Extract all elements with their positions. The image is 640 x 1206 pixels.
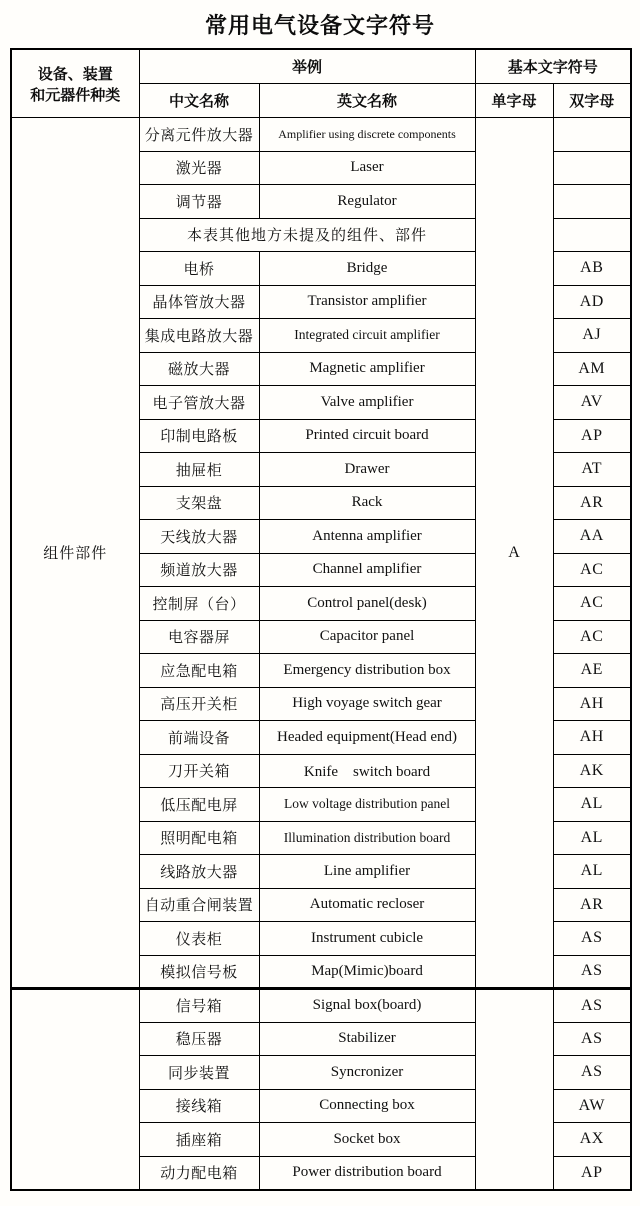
chinese-name-cell: 信号箱	[139, 989, 259, 1023]
table-row	[11, 989, 631, 1023]
double-letter-cell: AL	[553, 788, 631, 822]
header-symbols: 基本文字符号	[475, 49, 631, 84]
table-header	[11, 49, 631, 118]
chinese-name-cell: 频道放大器	[139, 553, 259, 587]
english-name-cell: Bridge	[259, 252, 475, 286]
double-letter-cell: AE	[553, 654, 631, 688]
chinese-name-cell: 线路放大器	[139, 855, 259, 889]
double-letter-cell: AB	[553, 252, 631, 286]
english-name-cell: Magnetic amplifier	[259, 352, 475, 386]
double-letter-cell: AJ	[553, 319, 631, 353]
english-name-cell: Instrument cubicle	[259, 922, 475, 956]
chinese-name-cell: 自动重合闸装置	[139, 888, 259, 922]
double-letter-cell: AK	[553, 754, 631, 788]
double-letter-cell: AA	[553, 520, 631, 554]
chinese-name-cell: 天线放大器	[139, 520, 259, 554]
english-name-cell: Power distribution board	[259, 1156, 475, 1190]
double-letter-cell	[553, 151, 631, 185]
chinese-name-cell: 仪表柜	[139, 922, 259, 956]
header-category-line1: 设备、装置	[37, 66, 113, 83]
english-name-cell: Stabilizer	[259, 1022, 475, 1056]
chinese-name-cell: 插座箱	[139, 1123, 259, 1157]
english-name-cell: Capacitor panel	[259, 620, 475, 654]
english-name-cell: Socket box	[259, 1123, 475, 1157]
header-category	[11, 49, 139, 118]
double-letter-cell: AW	[553, 1089, 631, 1123]
chinese-name-cell: 抽屉柜	[139, 453, 259, 487]
english-name-cell: Emergency distribution box	[259, 654, 475, 688]
double-letter-cell: AS	[553, 1056, 631, 1090]
english-name-cell: Signal box(board)	[259, 989, 475, 1023]
chinese-name-cell: 低压配电屏	[139, 788, 259, 822]
double-letter-cell: AH	[553, 721, 631, 755]
chinese-name-cell: 控制屏（台）	[139, 587, 259, 621]
single-letter-cell: A	[475, 118, 553, 989]
header-category-line2: 和元器件种类	[30, 87, 121, 104]
english-name-cell: Low voltage distribution panel	[259, 788, 475, 822]
english-name-cell: Antenna amplifier	[259, 520, 475, 554]
chinese-name-cell: 电容器屏	[139, 620, 259, 654]
double-letter-cell: AS	[553, 922, 631, 956]
double-letter-cell: AS	[553, 989, 631, 1023]
chinese-name-cell: 稳压器	[139, 1022, 259, 1056]
double-letter-cell: AH	[553, 687, 631, 721]
double-letter-cell: AT	[553, 453, 631, 487]
chinese-name-cell: 接线箱	[139, 1089, 259, 1123]
english-name-cell: Regulator	[259, 185, 475, 219]
chinese-name-cell: 分离元件放大器	[139, 118, 259, 152]
english-name-cell: Valve amplifier	[259, 386, 475, 420]
chinese-name-cell: 照明配电箱	[139, 821, 259, 855]
chinese-name-cell: 印制电路板	[139, 419, 259, 453]
english-name-cell: Integrated circuit amplifier	[259, 319, 475, 353]
chinese-name-cell: 高压开关柜	[139, 687, 259, 721]
category-cell	[11, 989, 139, 1190]
double-letter-cell: AC	[553, 553, 631, 587]
header-chinese-name: 中文名称	[139, 84, 259, 118]
chinese-name-cell: 应急配电箱	[139, 654, 259, 688]
double-letter-cell: AS	[553, 955, 631, 989]
english-name-cell: Automatic recloser	[259, 888, 475, 922]
english-name-cell: Connecting box	[259, 1089, 475, 1123]
double-letter-cell: AC	[553, 587, 631, 621]
chinese-name-cell: 磁放大器	[139, 352, 259, 386]
page-title: 常用电气设备文字符号	[204, 13, 435, 38]
chinese-name-cell: 前端设备	[139, 721, 259, 755]
double-letter-cell: AD	[553, 285, 631, 319]
english-name-cell: Headed equipment(Head end)	[259, 721, 475, 755]
double-letter-cell	[553, 218, 631, 252]
english-name-cell: Knife switch board	[259, 754, 475, 788]
english-name-cell: Printed circuit board	[259, 419, 475, 453]
double-letter-cell: AC	[553, 620, 631, 654]
chinese-name-cell: 集成电路放大器	[139, 319, 259, 353]
double-letter-cell: AS	[553, 1022, 631, 1056]
chinese-name-cell: 激光器	[139, 151, 259, 185]
double-letter-cell: AP	[553, 419, 631, 453]
double-letter-cell: AL	[553, 821, 631, 855]
english-name-cell: Syncronizer	[259, 1056, 475, 1090]
double-letter-cell	[553, 118, 631, 152]
double-letter-cell: AP	[553, 1156, 631, 1190]
table-body	[11, 118, 631, 1190]
english-name-cell: Drawer	[259, 453, 475, 487]
header-single-letter: 单字母	[475, 84, 553, 118]
english-name-cell: Illumination distribution board	[259, 821, 475, 855]
english-name-cell: Rack	[259, 486, 475, 520]
chinese-name-cell: 晶体管放大器	[139, 285, 259, 319]
chinese-name-cell: 模拟信号板	[139, 955, 259, 989]
single-letter-cell	[475, 989, 553, 1190]
chinese-name-cell: 支架盘	[139, 486, 259, 520]
double-letter-cell: AR	[553, 888, 631, 922]
table-row	[11, 118, 631, 152]
double-letter-cell: AX	[553, 1123, 631, 1157]
chinese-name-cell: 本表其他地方未提及的组件、部件	[139, 218, 475, 252]
english-name-cell: Control panel(desk)	[259, 587, 475, 621]
header-examples: 举例	[139, 49, 475, 84]
chinese-name-cell: 刀开关箱	[139, 754, 259, 788]
chinese-name-cell: 同步装置	[139, 1056, 259, 1090]
double-letter-cell: AV	[553, 386, 631, 420]
chinese-name-cell: 动力配电箱	[139, 1156, 259, 1190]
double-letter-cell	[553, 185, 631, 219]
chinese-name-cell: 调节器	[139, 185, 259, 219]
header-double-letter: 双字母	[553, 84, 631, 118]
header-row-1	[11, 49, 631, 84]
chinese-name-cell: 电桥	[139, 252, 259, 286]
english-name-cell: Map(Mimic)board	[259, 955, 475, 989]
chinese-name-cell: 电子管放大器	[139, 386, 259, 420]
english-name-cell: Transistor amplifier	[259, 285, 475, 319]
double-letter-cell: AR	[553, 486, 631, 520]
english-name-cell: Line amplifier	[259, 855, 475, 889]
category-cell: 组件部件	[11, 118, 139, 989]
double-letter-cell: AL	[553, 855, 631, 889]
english-name-cell: Laser	[259, 151, 475, 185]
english-name-cell: High voyage switch gear	[259, 687, 475, 721]
english-name-cell: Channel amplifier	[259, 553, 475, 587]
english-name-cell: Amplifier using discrete components	[259, 118, 475, 152]
header-english-name: 英文名称	[259, 84, 475, 118]
double-letter-cell: AM	[553, 352, 631, 386]
symbol-table	[10, 48, 632, 1191]
